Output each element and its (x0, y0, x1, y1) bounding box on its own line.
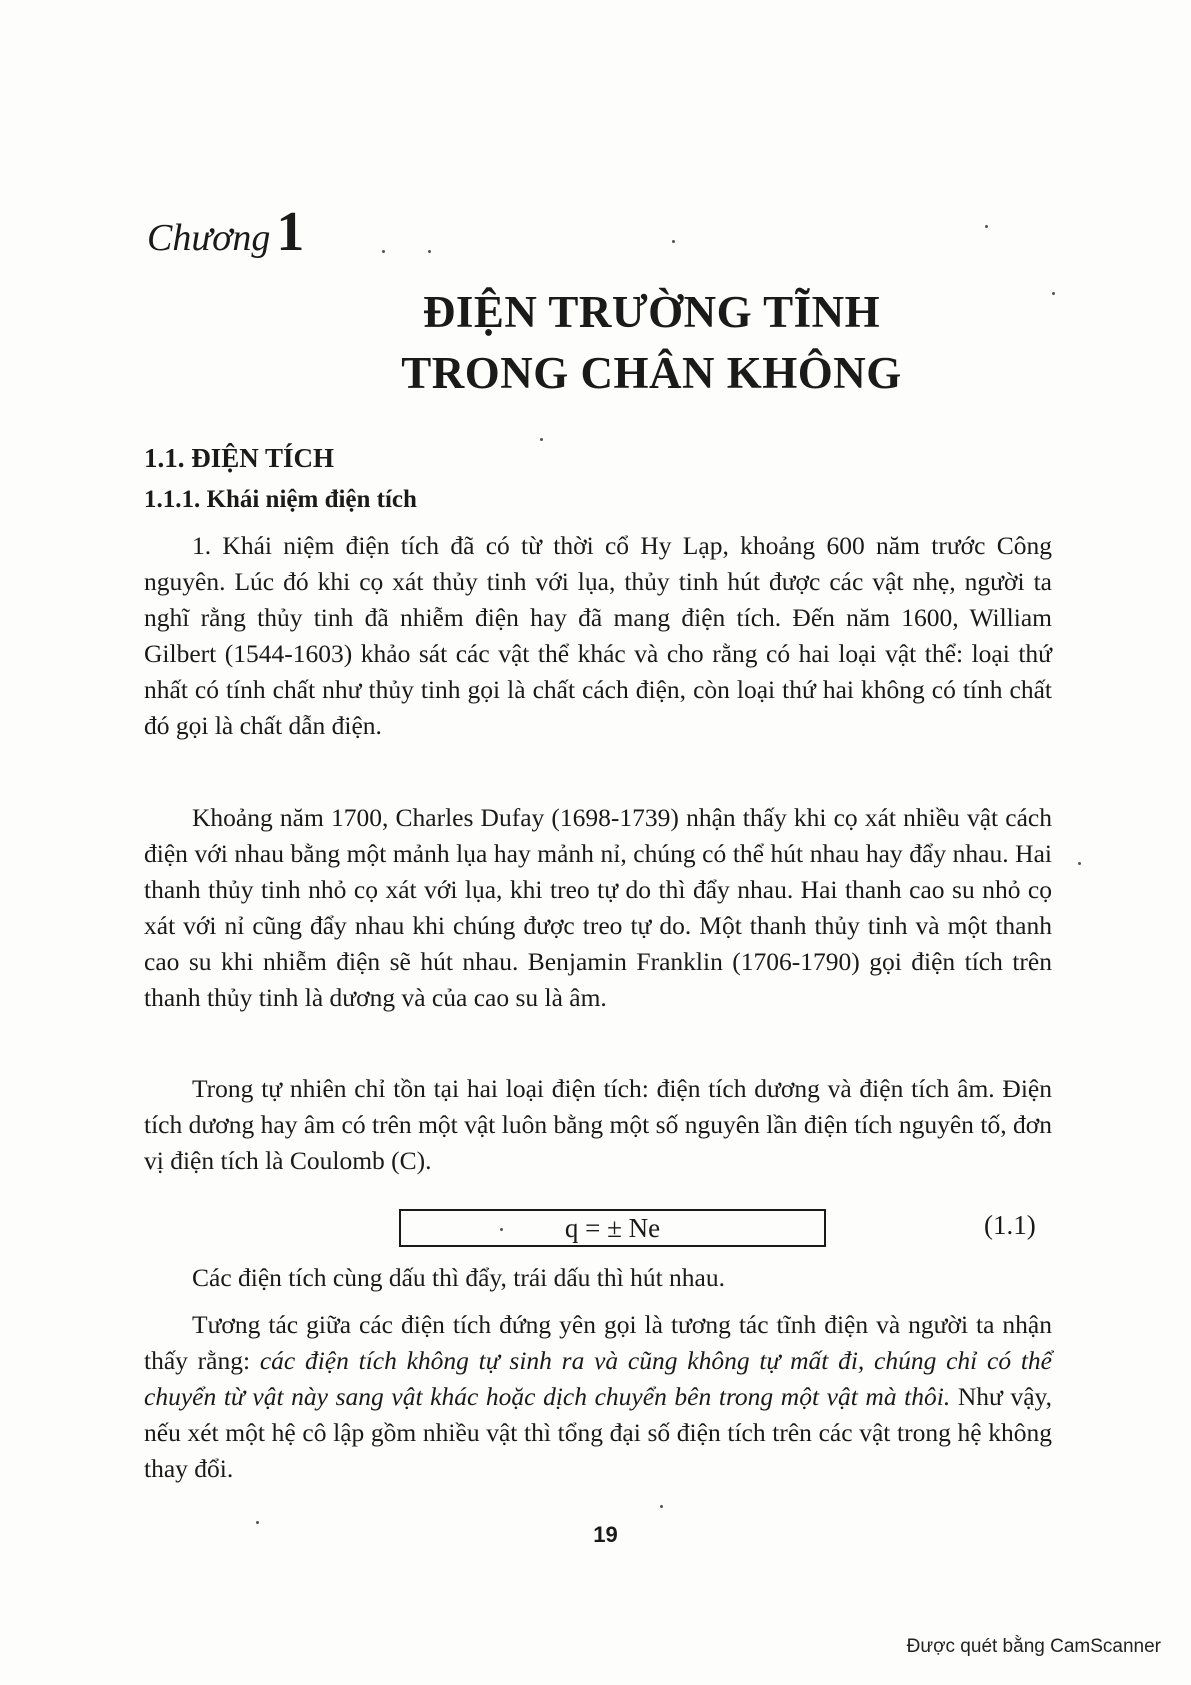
paragraph-2-text: Khoảng năm 1700, Charles Dufay (1698-1739) nhận thấy khi cọ xát nhiều vật cách điện với nhau bằng một mảnh lụa hay mảnh nỉ, chúng có thể hút nhau hay đẩy nhau. Hai thanh thủy tinh nhỏ cọ xát với lụa, khi treo tự do thì đẩy nhau. Hai thanh cao su nhỏ cọ xát với nỉ cũng đẩy nhau khi chúng được treo tự do. Một thanh thủy tinh và một thanh cao su khi nhiễm điện sẽ hút nhau. Benjamin Franklin (1706-1790) gọi điện tích trên thanh thủy tinh là dương và của cao su là âm. (144, 803, 1052, 1012)
chapter-number: 1 (276, 201, 305, 263)
chapter-title-line-2: TRONG CHÂN KHÔNG (401, 348, 902, 398)
scan-speck (540, 438, 543, 441)
chapter-title-line-1: ĐIỆN TRƯỜNG TĨNH (422, 287, 881, 337)
paragraph-5 (144, 1307, 1052, 1487)
scan-speck (672, 240, 675, 243)
formula-label: (1.1) (984, 1210, 1036, 1240)
paragraph-5-text (144, 1307, 1052, 1487)
paragraph-5-italic: các điện tích không tự sinh ra và cũng không tự mất đi, chúng chỉ có thể chuyển từ vật này sang vật khác hoặc dịch chuyển bên trong một vật mà thôi. (144, 1346, 1052, 1411)
scan-speck (500, 1228, 503, 1231)
paragraph-4-text: Các điện tích cùng dấu thì đẩy, trái dấu thì hút nhau. (192, 1263, 725, 1292)
paragraph-2 (144, 800, 1052, 1016)
paragraph-5-end: Như vậy, nếu xét một hệ cô lập gồm nhiều vật thì tổng đại số điện tích trên các vật trong hệ không thay đổi. (144, 1382, 1052, 1483)
scan-speck (985, 225, 988, 228)
scan-speck (1078, 862, 1081, 865)
formula-expression: q = ± Ne (564, 1213, 661, 1243)
paragraph-3 (144, 1071, 1052, 1179)
section-heading: 1.1. ĐIỆN TÍCH (144, 443, 335, 473)
scanner-watermark: Được quét bằng CamScanner (906, 1636, 1161, 1657)
formula-box (399, 1209, 826, 1247)
paragraph-1 (144, 528, 1052, 744)
scan-speck (382, 250, 385, 253)
scan-speck (660, 1505, 663, 1508)
paragraph-5-start: Tương tác giữa các điện tích đứng yên gọi là tương tác tĩnh điện và người ta nhận thấy rằng: (144, 1310, 1052, 1375)
chapter-label (147, 200, 304, 264)
subsection-heading: 1.1.1. Khái niệm điện tích (144, 486, 417, 513)
paragraph-3-text: Trong tự nhiên chỉ tồn tại hai loại điện tích: điện tích dương và điện tích âm. Điện tích dương hay âm có trên một vật luôn bằng một số nguyên lần điện tích nguyên tố, đơn vị điện tích là Coulomb (C). (144, 1074, 1052, 1175)
chapter-word: Chương (147, 217, 271, 259)
scan-speck (256, 1521, 259, 1524)
scan-speck (428, 250, 431, 253)
paragraph-1-text: 1. Khái niệm điện tích đã có từ thời cổ Hy Lạp, khoảng 600 năm trước Công nguyên. Lúc đó khi cọ xát thủy tinh với lụa, thủy tinh hút được các vật nhẹ, người ta nghĩ rằng thủy tinh đã nhiễm điện hay đã mang điện tích. Đến năm 1600, William Gilbert (1544-1603) khảo sát các vật thể khác và cho rằng có hai loại vật thể: loại thứ nhất có tính chất như thủy tinh gọi là chất cách điện, còn loại thứ hai không có tính chất đó gọi là chất dẫn điện. (144, 531, 1052, 740)
scan-speck (1052, 292, 1055, 295)
paragraph-4 (144, 1260, 1052, 1296)
page-number: 19 (593, 1522, 618, 1547)
